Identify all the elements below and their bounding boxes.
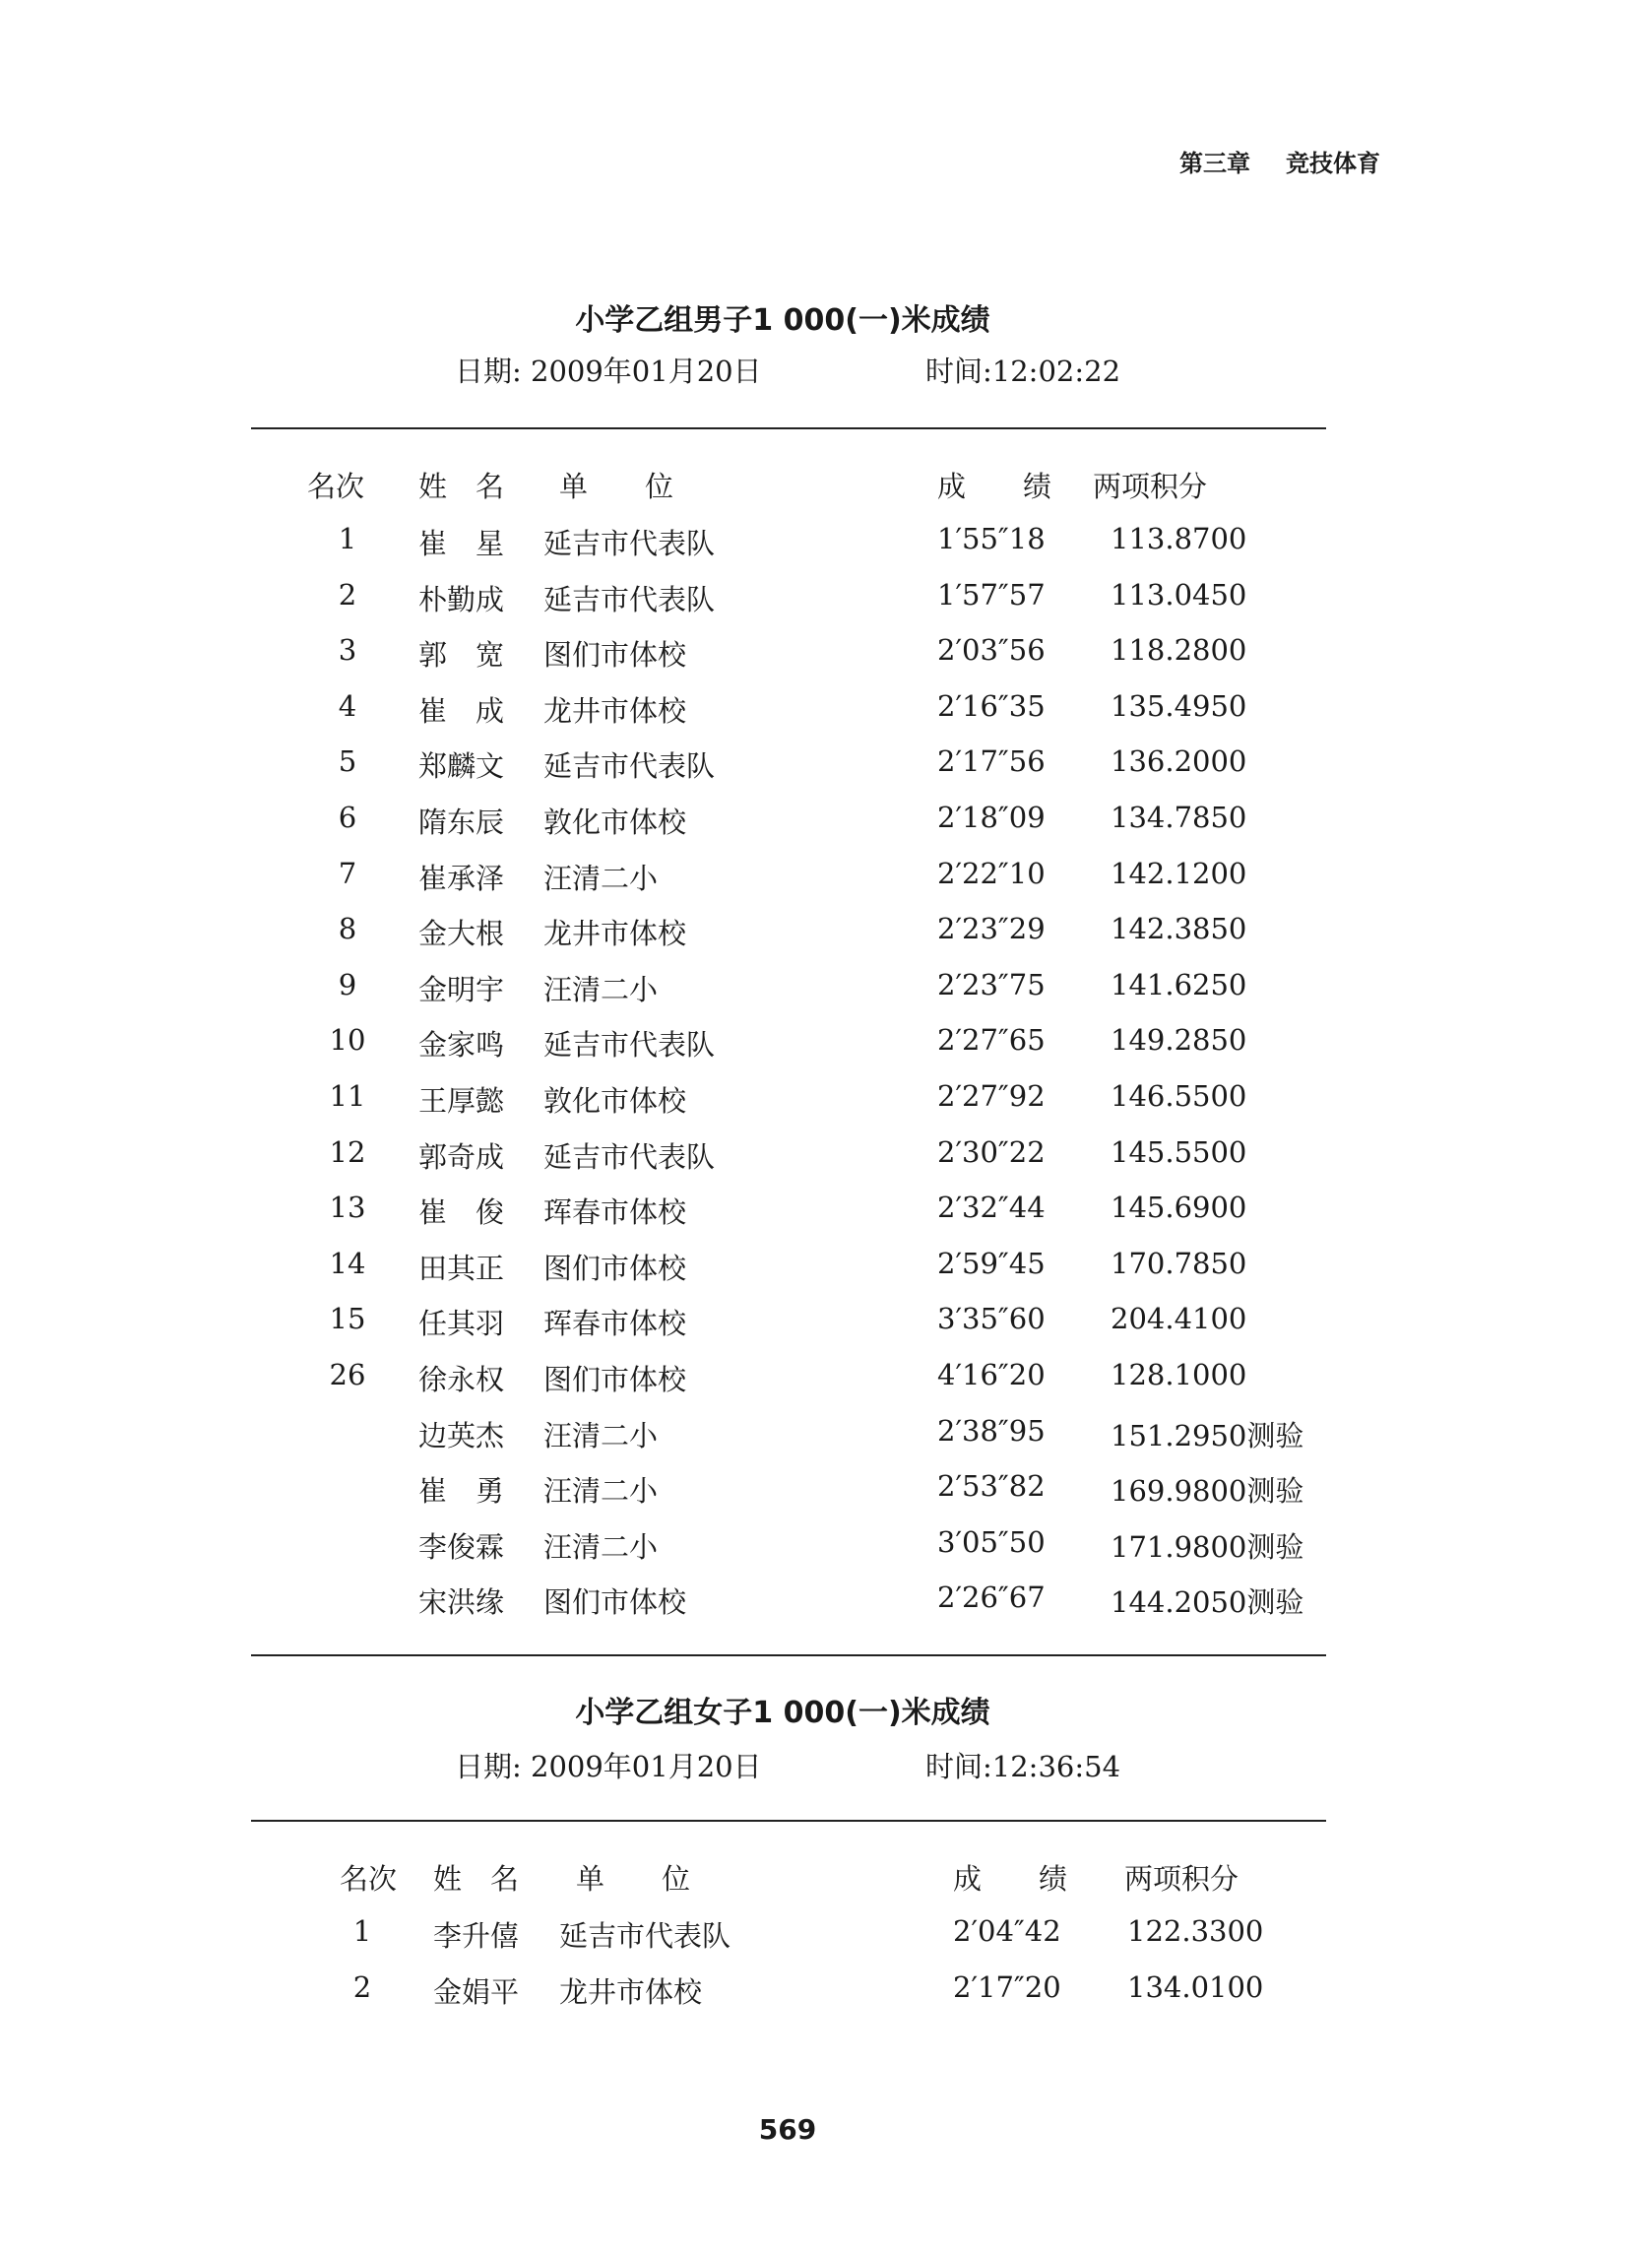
result-cell: 2′27″65 bbox=[937, 1023, 1046, 1058]
name-cell: 王厚懿 bbox=[418, 1084, 505, 1118]
name-cell: 崔 成 bbox=[418, 693, 505, 728]
result-cell: 2′22″10 bbox=[937, 856, 1046, 890]
name-cell: 田其正 bbox=[418, 1251, 505, 1285]
score-cell: 142.3850 bbox=[1111, 912, 1247, 946]
table-row bbox=[0, 744, 1652, 784]
table-row bbox=[0, 1302, 1652, 1341]
unit-cell: 珲春市体校 bbox=[543, 1307, 687, 1341]
table-row bbox=[0, 1914, 1652, 1954]
unit-cell: 敦化市体校 bbox=[543, 1084, 687, 1118]
rank-cell: 7 bbox=[338, 856, 357, 890]
unit-cell: 延吉市代表队 bbox=[559, 1919, 731, 1953]
name-cell: 隋东辰 bbox=[418, 806, 505, 839]
table-row bbox=[0, 1023, 1652, 1063]
score-cell: 151.2950测验 bbox=[1111, 1418, 1304, 1452]
score-cell: 135.4950 bbox=[1111, 688, 1247, 723]
result-cell: 2′16″35 bbox=[937, 688, 1046, 723]
name-cell: 李升僖 bbox=[433, 1919, 520, 1953]
table1-bottom-rule bbox=[251, 1654, 1326, 1656]
name-cell: 郭 宽 bbox=[418, 638, 505, 673]
result-cell: 2′30″22 bbox=[937, 1134, 1046, 1169]
score-cell: 142.1200 bbox=[1111, 856, 1247, 890]
rank-cell: 12 bbox=[329, 1134, 366, 1169]
score-cell: 118.2800 bbox=[1111, 633, 1247, 668]
col-result-header: 成 绩 bbox=[937, 470, 1052, 503]
rank-cell: 1 bbox=[352, 1914, 372, 1948]
rank-cell: 2 bbox=[338, 577, 357, 612]
result-cell: 2′32″44 bbox=[937, 1191, 1046, 1225]
table-row bbox=[0, 1525, 1652, 1565]
name-cell: 郭奇成 bbox=[418, 1139, 505, 1174]
result-cell: 2′38″95 bbox=[937, 1413, 1046, 1448]
name-cell: 徐永权 bbox=[418, 1363, 505, 1396]
name-cell: 郑麟文 bbox=[418, 749, 505, 784]
name-cell: 金大根 bbox=[418, 917, 505, 951]
table-row bbox=[0, 1135, 1652, 1175]
table-row bbox=[0, 1079, 1652, 1119]
score-cell: 169.9800测验 bbox=[1111, 1474, 1304, 1509]
unit-cell: 图们市体校 bbox=[543, 1251, 687, 1285]
rank-cell: 15 bbox=[329, 1302, 366, 1336]
name-cell: 金家鸣 bbox=[418, 1028, 505, 1063]
score-cell: 170.7850 bbox=[1111, 1246, 1247, 1280]
score-cell: 204.4100 bbox=[1111, 1302, 1247, 1336]
unit-cell: 汪清二小 bbox=[543, 1418, 659, 1452]
col-unit-header: 单 位 bbox=[576, 1862, 691, 1896]
score-cell: 144.2050测验 bbox=[1111, 1585, 1304, 1620]
result-cell: 3′05″50 bbox=[937, 1524, 1046, 1559]
rank-cell: 3 bbox=[338, 633, 357, 668]
score-cell: 122.3300 bbox=[1127, 1914, 1264, 1948]
result-cell: 2′18″09 bbox=[937, 801, 1046, 834]
score-cell: 141.6250 bbox=[1111, 967, 1247, 1001]
unit-cell: 图们市体校 bbox=[543, 638, 687, 673]
result-cell: 2′23″75 bbox=[937, 967, 1046, 1001]
col-rank-header: 名次 bbox=[307, 470, 365, 503]
table2-header-row bbox=[0, 1857, 1652, 1897]
table-row bbox=[0, 1580, 1652, 1620]
table-row bbox=[0, 912, 1652, 951]
unit-cell: 延吉市代表队 bbox=[543, 527, 716, 560]
score-cell: 136.2000 bbox=[1111, 744, 1247, 779]
unit-cell: 敦化市体校 bbox=[543, 806, 687, 839]
table1-top-rule bbox=[251, 427, 1326, 429]
unit-cell: 延吉市代表队 bbox=[543, 1139, 716, 1174]
result-cell: 1′57″57 bbox=[937, 577, 1046, 612]
table-row bbox=[0, 522, 1652, 561]
table-row bbox=[0, 857, 1652, 896]
name-cell: 任其羽 bbox=[418, 1307, 505, 1341]
name-cell: 宋洪缘 bbox=[418, 1585, 505, 1620]
table-row bbox=[0, 633, 1652, 673]
name-cell: 金明宇 bbox=[418, 972, 505, 1006]
result-cell: 2′04″42 bbox=[953, 1914, 1061, 1948]
result-cell: 2′53″82 bbox=[937, 1469, 1046, 1504]
name-cell: 崔 星 bbox=[418, 527, 505, 560]
table-row bbox=[0, 1191, 1652, 1230]
table-row bbox=[0, 578, 1652, 617]
unit-cell: 汪清二小 bbox=[543, 861, 659, 895]
running-header bbox=[1179, 144, 1380, 178]
name-cell: 金娟平 bbox=[433, 1974, 520, 2009]
rank-cell: 9 bbox=[338, 967, 357, 1001]
result-cell: 2′03″56 bbox=[937, 633, 1046, 668]
score-cell: 134.0100 bbox=[1127, 1969, 1264, 2004]
rank-cell: 11 bbox=[329, 1079, 366, 1113]
score-cell: 145.5500 bbox=[1111, 1134, 1247, 1169]
score-cell: 149.2850 bbox=[1111, 1023, 1247, 1058]
name-cell: 崔 俊 bbox=[418, 1195, 505, 1230]
rank-cell: 5 bbox=[338, 744, 357, 779]
result-cell: 2′27″92 bbox=[937, 1079, 1046, 1113]
score-cell: 146.5500 bbox=[1111, 1079, 1247, 1113]
unit-cell: 图们市体校 bbox=[543, 1363, 687, 1396]
rank-cell: 14 bbox=[329, 1246, 366, 1280]
unit-cell: 龙井市体校 bbox=[543, 693, 687, 728]
table-row bbox=[0, 801, 1652, 840]
unit-cell: 龙井市体校 bbox=[559, 1974, 703, 2009]
table-row bbox=[0, 1247, 1652, 1286]
name-cell: 李俊霖 bbox=[418, 1529, 505, 1564]
result-cell: 4′16″20 bbox=[937, 1358, 1046, 1391]
table-row bbox=[0, 1414, 1652, 1453]
score-cell: 171.9800测验 bbox=[1111, 1529, 1304, 1564]
unit-cell: 汪清二小 bbox=[543, 1529, 659, 1564]
table-row bbox=[0, 968, 1652, 1007]
unit-cell: 延吉市代表队 bbox=[543, 749, 716, 784]
result-cell: 2′26″67 bbox=[937, 1580, 1046, 1615]
col-unit-header: 单 位 bbox=[559, 470, 674, 503]
name-cell: 边英杰 bbox=[418, 1418, 505, 1452]
table-row bbox=[0, 1469, 1652, 1509]
rank-cell: 2 bbox=[352, 1969, 372, 2004]
result-cell: 2′17″56 bbox=[937, 744, 1046, 779]
table-row bbox=[0, 689, 1652, 729]
unit-cell: 延吉市代表队 bbox=[543, 1028, 716, 1063]
table1-title: 小学乙组男子1 000(一)米成绩 bbox=[575, 303, 990, 338]
score-cell: 145.6900 bbox=[1111, 1191, 1247, 1225]
score-cell: 134.7850 bbox=[1111, 801, 1247, 834]
rank-cell: 10 bbox=[329, 1023, 366, 1058]
rank-cell: 4 bbox=[338, 688, 357, 723]
chapter-label: 第三章 bbox=[1179, 150, 1250, 177]
score-cell: 113.0450 bbox=[1111, 577, 1247, 612]
result-cell: 1′55″18 bbox=[937, 522, 1046, 555]
table1-header-row bbox=[0, 465, 1652, 504]
unit-cell: 汪清二小 bbox=[543, 1474, 659, 1509]
rank-cell: 26 bbox=[329, 1358, 366, 1391]
col-score-header: 两项积分 bbox=[1093, 470, 1208, 503]
table1-date: 日期: 2009年01月20日 bbox=[455, 355, 762, 388]
table2-title: 小学乙组女子1 000(一)米成绩 bbox=[575, 1696, 990, 1730]
rank-cell: 6 bbox=[338, 801, 357, 834]
table2-time: 时间:12:36:54 bbox=[925, 1750, 1121, 1783]
unit-cell: 图们市体校 bbox=[543, 1585, 687, 1620]
table-row bbox=[0, 1970, 1652, 2010]
result-cell: 2′59″45 bbox=[937, 1246, 1046, 1280]
result-cell: 2′23″29 bbox=[937, 912, 1046, 946]
table1-time: 时间:12:02:22 bbox=[925, 355, 1121, 388]
unit-cell: 汪清二小 bbox=[543, 972, 659, 1006]
unit-cell: 珲春市体校 bbox=[543, 1195, 687, 1230]
unit-cell: 龙井市体校 bbox=[543, 917, 687, 951]
table-row bbox=[0, 1358, 1652, 1397]
col-result-header: 成 绩 bbox=[953, 1862, 1068, 1896]
name-cell: 崔 勇 bbox=[418, 1474, 505, 1509]
name-cell: 朴勤成 bbox=[418, 582, 505, 616]
col-name-header: 姓 名 bbox=[418, 470, 505, 503]
result-cell: 2′17″20 bbox=[953, 1969, 1061, 2004]
col-name-header: 姓 名 bbox=[433, 1862, 520, 1896]
rank-cell: 13 bbox=[329, 1191, 366, 1225]
col-score-header: 两项积分 bbox=[1124, 1862, 1239, 1896]
rank-cell: 8 bbox=[338, 912, 357, 946]
unit-cell: 延吉市代表队 bbox=[543, 582, 716, 616]
section-label: 竞技体育 bbox=[1286, 150, 1380, 177]
name-cell: 崔承泽 bbox=[418, 861, 505, 895]
col-rank-header: 名次 bbox=[340, 1862, 398, 1896]
rank-cell: 1 bbox=[338, 522, 357, 555]
table2-date: 日期: 2009年01月20日 bbox=[455, 1750, 762, 1783]
table2-top-rule bbox=[251, 1820, 1326, 1822]
score-cell: 113.8700 bbox=[1111, 522, 1247, 555]
score-cell: 128.1000 bbox=[1111, 1358, 1247, 1391]
result-cell: 3′35″60 bbox=[937, 1302, 1046, 1336]
page-number: 569 bbox=[758, 2113, 817, 2146]
